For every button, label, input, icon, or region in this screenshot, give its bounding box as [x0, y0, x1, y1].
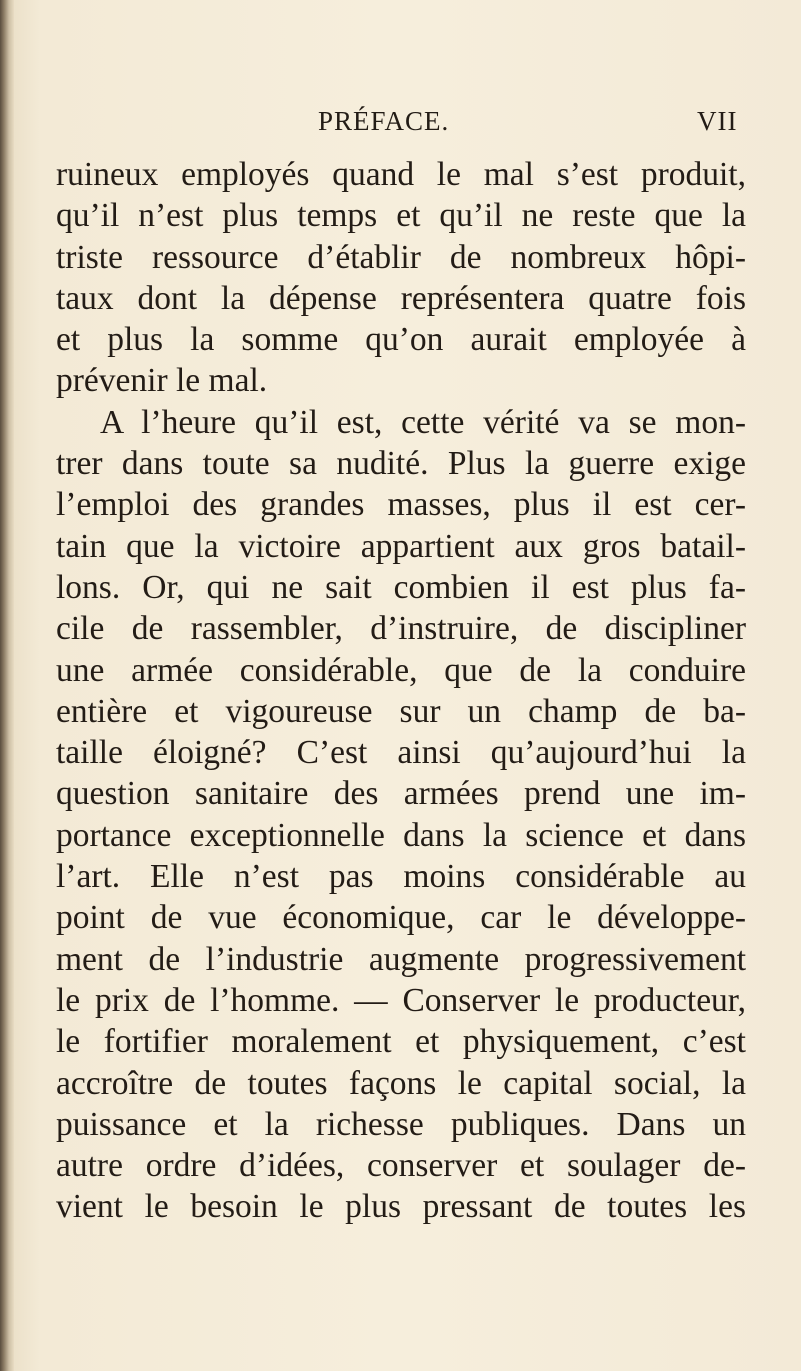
text-line: l’art. Elle n’est pas moins considérable au [56, 858, 746, 896]
text-line: puissance et la richesse publiques. Dans un [56, 1105, 746, 1143]
page-number: VII [697, 106, 738, 136]
text-line: une armée considérable, que de la conduire [56, 651, 746, 689]
text-line: le prix de l’homme. — Conserver le producteur, [56, 981, 746, 1019]
text-line: cile de rassembler, d’instruire, de discipliner [56, 610, 746, 648]
text-line: autre ordre d’idées, conserver et soulager de- [56, 1147, 746, 1185]
text-line: lons. Or, qui ne sait combien il est plus fa- [56, 568, 746, 606]
text-line: l’emploi des grandes masses, plus il est cer- [56, 486, 746, 524]
text-line: trer dans toute sa nudité. Plus la guerre exige [56, 445, 746, 483]
text-line: accroître de toutes façons le capital social, la [56, 1064, 746, 1102]
text-line: A l’heure qu’il est, cette vérité va se mon- [100, 403, 746, 441]
running-head-title: PRÉFACE. [318, 106, 450, 136]
text-line: point de vue économique, car le développe- [56, 899, 746, 937]
text-line: taux dont la dépense représentera quatre fois [56, 279, 746, 317]
running-head [0, 106, 801, 146]
text-line: ruineux employés quand le mal s’est produit, [56, 156, 746, 193]
text-line: qu’il n’est plus temps et qu’il ne reste que la [56, 197, 746, 235]
page-gutter-edge [0, 0, 14, 1371]
text-line: portance exceptionnelle dans la science et dans [56, 816, 746, 854]
text-line: ment de l’industrie augmente progressivement [56, 940, 746, 978]
text-line: et plus la somme qu’on aurait employée à [56, 321, 746, 359]
text-line: vient le besoin le plus pressant de toutes les [56, 1188, 746, 1226]
text-line: entière et vigoureuse sur un champ de ba- [56, 692, 746, 730]
text-line: taille éloigné? C’est ainsi qu’aujourd’hui la [56, 734, 746, 772]
text-line: question sanitaire des armées prend une im- [56, 775, 746, 813]
text-line: le fortifier moralement et physiquement, c’est [56, 1023, 746, 1061]
body-text [56, 154, 746, 1228]
text-line: tain que la victoire appartient aux gros batail- [56, 527, 746, 565]
text-line: prévenir le mal. [56, 362, 268, 400]
text-line: triste ressource d’établir de nombreux hôpi- [56, 238, 746, 276]
